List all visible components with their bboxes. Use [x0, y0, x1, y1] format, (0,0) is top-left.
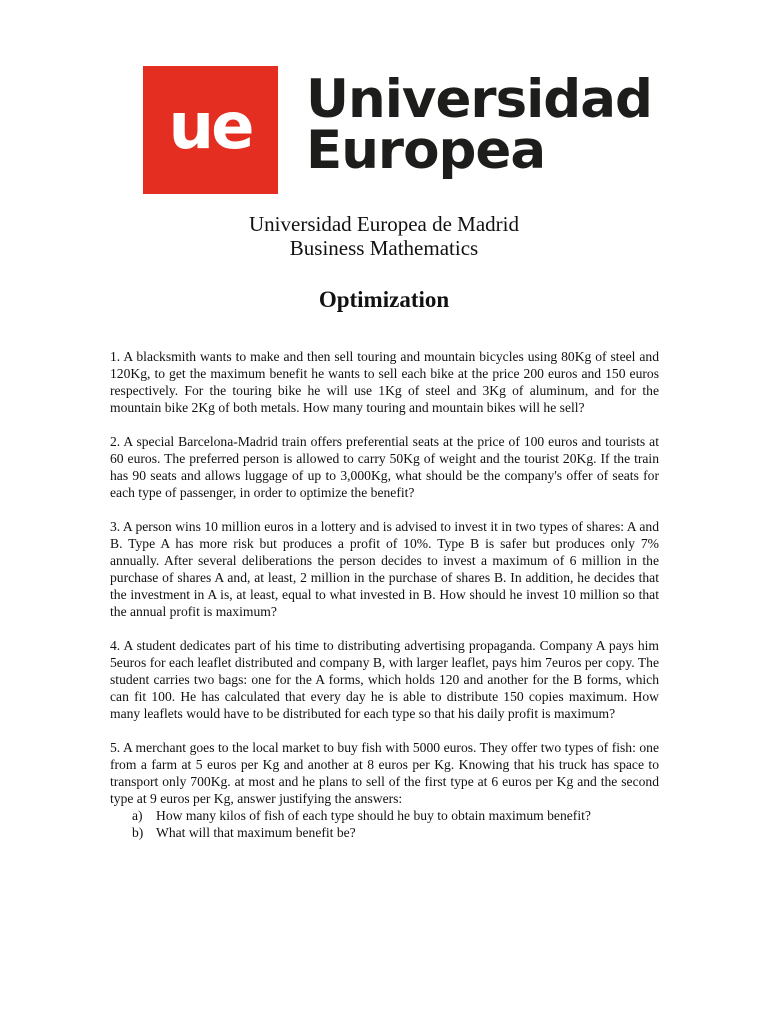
subquestion-a: [110, 807, 659, 824]
ue-logo-icon: [143, 66, 278, 194]
wordmark-line-2: Europea: [306, 120, 546, 181]
subquestion-text: What will that maximum benefit be?: [156, 825, 356, 840]
problem-5: 5. A merchant goes to the local market to buy fish with 5000 euros. They offer two types of fish: one from a farm at 5 euros per Kg and another at 8 euros per Kg. Knowing that his truck has space to transport only 700Kg. at most and he plans to sell of the first type at 6 euros per Kg and the second type at 9 euros per Kg, answer justifying the answers:: [110, 740, 659, 806]
problem-3: 3. A person wins 10 million euros in a lottery and is advised to invest it in two types of shares: A and B. Type A has more risk but produces a profit of 10%. Type B is safer but produces only 7% annually. After several deliberations the person decides to invest a maximum of 6 million in the purchase of shares A and, at least, 2 million in the purchase of shares B. In addition, he decides that the investment in A is, at least, equal to what invested in B. How should he invest 10 million so that the annual profit is maximum?: [110, 519, 659, 619]
institution-name: Universidad Europea de Madrid: [249, 212, 519, 236]
problem-2: 2. A special Barcelona-Madrid train offers preferential seats at the price of 100 euros and tourists at 60 euros. The preferred person is allowed to carry 50Kg of weight and the tourist 20Kg. If the train has 90 seats and allows luggage of up to 3,000Kg, what should be the company's offer of seats for each type of passenger, in order to optimize the benefit?: [110, 434, 659, 500]
problem-4: 4. A student dedicates part of his time to distributing advertising propaganda. Company A pays him 5euros for each leaflet distributed and company B, with larger leaflet, pays him 7euros per copy. The student carries two bags: one for the A forms, which holds 120 and another for the B forms, which can fit 100. He has calculated that every day he is able to distribute 150 copies maximum. How many leaflets would have to be distributed for each type so that his daily profit is maximum?: [110, 638, 659, 721]
course-name: Business Mathematics: [289, 236, 479, 260]
university-wordmark: [306, 69, 652, 181]
problem-1: 1. A blacksmith wants to make and then sell touring and mountain bicycles using 80Kg of steel and 120Kg, to get the maximum benefit he wants to sell each bike at the price 200 euros and 150 euros respectively. For the touring bike he will use 1Kg of steel and 3Kg of aluminum, and for the mountain bike 2Kg of both metals. How many touring and mountain bikes will he sell?: [110, 349, 659, 415]
subquestion-text: How many kilos of fish of each type should he buy to obtain maximum benefit?: [156, 808, 591, 823]
ue-logo-letters: ue: [168, 90, 252, 164]
wordmark-line-1: Universidad: [306, 69, 652, 130]
ue-logo-mark: [143, 66, 278, 194]
problem-list: [110, 348, 659, 841]
subquestion-b: [110, 824, 659, 841]
subquestion-label: a): [132, 808, 143, 823]
subquestion-label: b): [132, 825, 144, 840]
page-title: Optimization: [318, 287, 450, 312]
document-heading: [0, 212, 768, 260]
subquestion-list: [110, 807, 659, 841]
